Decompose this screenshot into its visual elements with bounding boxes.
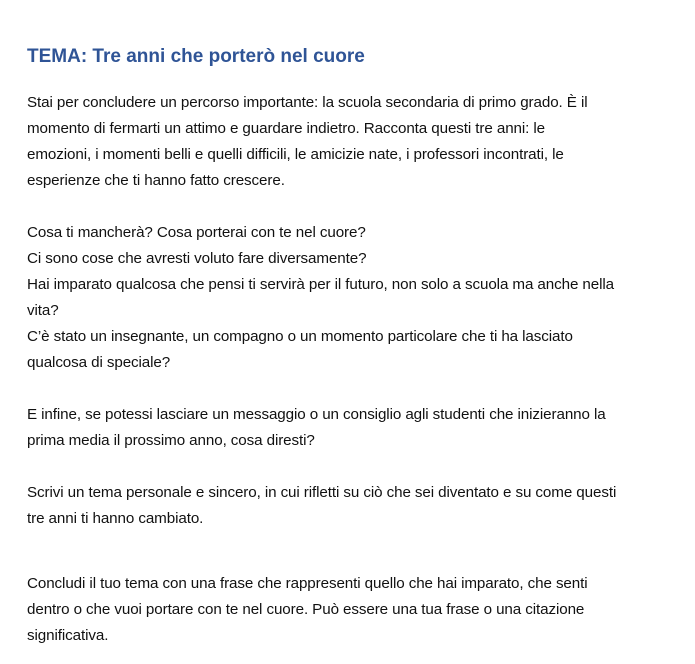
paragraph-line: Scrivi un tema personale e sincero, in cui rifletti su ciò che sei diventato e su come questi (27, 484, 617, 501)
paragraph-line: esperienze che ti hanno fatto crescere. (27, 172, 285, 189)
paragraph-line: dentro o che vuoi portare con te nel cuore. Può essere una tua frase o una citazione (27, 601, 585, 618)
paragraph-line: momento di fermarti un attimo e guardare indietro. Racconta questi tre anni: le (27, 120, 546, 137)
paragraph-instructions (27, 480, 695, 532)
paragraph-line: Stai per concludere un percorso importante: la scuola secondaria di primo grado. È il (27, 94, 588, 111)
document-title: TEMA: Tre anni che porterò nel cuore (27, 46, 365, 67)
paragraph-line: vita? (27, 302, 59, 319)
paragraph-line: Ci sono cose che avresti voluto fare diversamente? (27, 250, 367, 267)
paragraph-line: significativa. (27, 627, 109, 644)
paragraph-line: qualcosa di speciale? (27, 354, 171, 371)
paragraph-line: Hai imparato qualcosa che pensi ti servirà per il futuro, non solo a scuola ma anche nella (27, 276, 615, 293)
paragraph-line: prima media il prossimo anno, cosa diresti? (27, 432, 315, 449)
paragraph-line: Cosa ti mancherà? Cosa porterai con te nel cuore? (27, 224, 366, 241)
paragraph-line: Concludi il tuo tema con una frase che rappresenti quello che hai imparato, che senti (27, 575, 588, 592)
paragraph-questions (27, 220, 695, 376)
paragraph-line: C’è stato un insegnante, un compagno o un momento particolare che ti ha lasciato (27, 328, 573, 345)
paragraph-line: E infine, se potessi lasciare un messaggio o un consiglio agli studenti che inizieranno la (27, 406, 606, 423)
paragraph-message (27, 402, 695, 454)
paragraph-conclusion (27, 571, 695, 649)
paragraph-line: tre anni ti hanno cambiato. (27, 510, 204, 527)
paragraph-line: emozioni, i momenti belli e quelli difficili, le amicizie nate, i professori incontrati, le (27, 146, 564, 163)
document-page (27, 44, 695, 649)
paragraph-intro (27, 90, 695, 194)
